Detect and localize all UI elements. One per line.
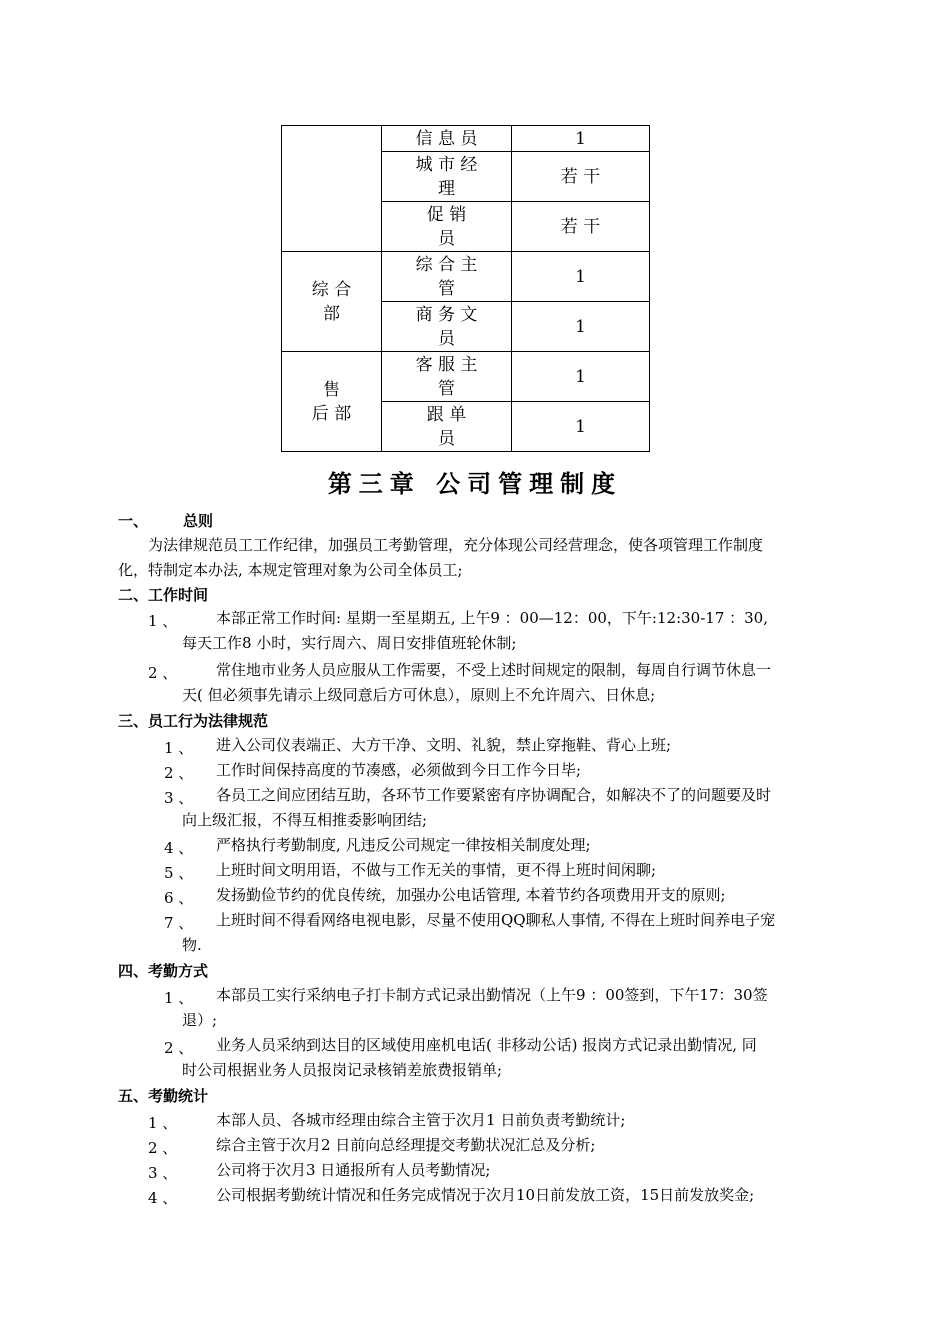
dept-cell: 综 合 部 (282, 252, 382, 352)
item-line: 上班时间文明用语，不做与工作无关的事情，更不得上班时间闲聊; (216, 861, 657, 879)
role-cell: 客 服 主 管 (382, 352, 512, 402)
paragraph-line: 为法律规范员工工作纪律，加强员工考勤管理，充分体现公司经营理念，使各项管理工作制度 (148, 536, 764, 554)
item-line: 进入公司仪表端正、大方干净、文明、礼貌，禁止穿拖鞋、背心上班; (216, 736, 672, 754)
section-heading-1: 总则 (183, 512, 214, 530)
item-line: 本部正常工作时间: 星期一至星期五, 上午9 ：00—12：00，下午:12:30-17 ：30, (216, 609, 768, 627)
count-cell: 1 (512, 402, 650, 452)
item-number: 1 、 (164, 989, 194, 1007)
section-heading-2: 二、工作时间 (118, 586, 209, 604)
item-line: 各员工之间应团结互助，各环节工作要紧密有序协调配合，如解决不了的问题要及时 (216, 786, 772, 804)
count-cell: 若 干 (512, 152, 650, 202)
item-line: 本部员工实行采纳电子打卡制方式记录出勤情况（上午9 ：00签到，下午17：30签 (216, 986, 768, 1004)
section-heading-1-num: 一、 (118, 512, 149, 530)
item-line: 时公司根据业务人员报岗记录核销差旅费报销单; (182, 1061, 503, 1079)
count-cell: 1 (512, 352, 650, 402)
item-line: 上班时间不得看网络电视电影，尽量不使用QQ聊私人事情, 不得在上班时间养电子宠 (216, 911, 776, 929)
item-number: 2 、 (164, 1039, 194, 1057)
section-heading-4: 四、考勤方式 (118, 962, 209, 980)
item-number: 2 、 (148, 1139, 178, 1157)
item-number: 2 、 (148, 664, 178, 682)
item-line: 天( 但必须事先请示上级同意后方可休息），原则上不允许周六、日休息; (182, 686, 656, 704)
item-number: 3 、 (148, 1164, 178, 1182)
paragraph-line: 化，特制定本办法, 本规定管理对象为公司全体员工; (118, 561, 463, 579)
item-number: 5 、 (164, 864, 194, 882)
role-cell: 综 合 主 管 (382, 252, 512, 302)
chapter-title: 第三章 公司管理制度 (327, 470, 623, 498)
role-cell: 促 销 员 (382, 202, 512, 252)
item-line: 常住地市业务人员应服从工作需要，不受上述时间规定的限制，每周自行调节休息一 (216, 661, 772, 679)
item-line: 向上级汇报，不得互相推委影响团结; (182, 811, 428, 829)
item-number: 6 、 (164, 889, 194, 907)
item-line: 综合主管于次月2 日前向总经理提交考勤状况汇总及分析; (216, 1136, 596, 1154)
item-line: 公司将于次月3 日通报所有人员考勤情况; (216, 1161, 491, 1179)
dept-cell: 售 后 部 (282, 352, 382, 452)
count-cell: 1 (512, 302, 650, 352)
table-row (282, 352, 650, 402)
item-line: 每天工作8 小时，实行周六、周日安排值班轮休制; (182, 634, 517, 652)
item-number: 1 、 (148, 1114, 178, 1132)
section-heading-3: 三、员工行为法律规范 (118, 712, 269, 730)
item-number: 7 、 (164, 914, 194, 932)
item-line: 工作时间保持高度的节凑感，必须做到今日工作今日毕; (216, 761, 582, 779)
item-line: 物. (182, 936, 202, 954)
staff-table (281, 125, 650, 452)
role-cell: 城 市 经 理 (382, 152, 512, 202)
item-number: 1 、 (164, 739, 194, 757)
item-line: 发扬勤俭节约的优良传统，加强办公电话管理, 本着节约各项费用开支的原则; (216, 886, 726, 904)
item-line: 业务人员采纳到达目的区域使用座机电话( 非移动公话) 报岗方式记录出勤情况, 同 (216, 1036, 757, 1054)
role-cell: 跟 单 员 (382, 402, 512, 452)
table-row (282, 126, 650, 152)
table-row (282, 252, 650, 302)
item-number: 1 、 (148, 612, 178, 630)
item-number: 4 、 (148, 1189, 178, 1207)
item-number: 2 、 (164, 764, 194, 782)
item-line: 严格执行考勤制度, 凡违反公司规定一律按相关制度处理; (216, 836, 591, 854)
section-heading-5: 五、考勤统计 (118, 1087, 209, 1105)
item-line: 本部人员、各城市经理由综合主管于次月1 日前负责考勤统计; (216, 1111, 626, 1129)
count-cell: 若 干 (512, 202, 650, 252)
item-number: 3 、 (164, 789, 194, 807)
role-cell: 商 务 文 员 (382, 302, 512, 352)
count-cell: 1 (512, 126, 650, 152)
role-cell: 信 息 员 (382, 126, 512, 152)
dept-cell-empty (282, 126, 382, 252)
item-line: 退）; (182, 1011, 218, 1029)
item-line: 公司根据考勤统计情况和任务完成情况于次月10日前发放工资，15日前发放奖金; (216, 1186, 755, 1204)
count-cell: 1 (512, 252, 650, 302)
item-number: 4 、 (164, 839, 194, 857)
